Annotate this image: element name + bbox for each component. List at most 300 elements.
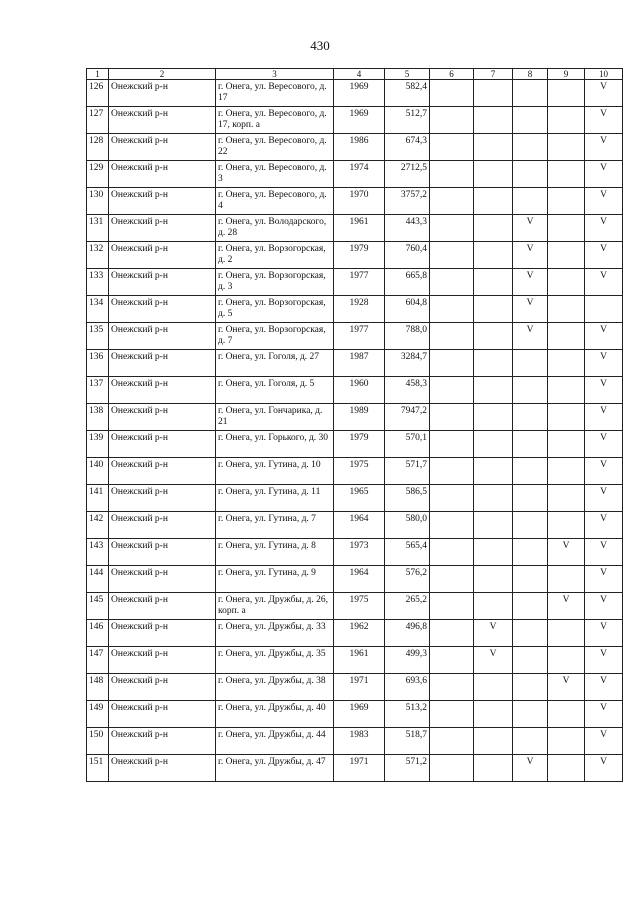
area-cell: 788,0 [385,323,430,350]
district-cell: Онежский р-н [109,215,216,242]
year-cell: 1989 [334,404,385,431]
table-row [87,485,623,512]
mark-cell-7 [474,512,513,539]
table-row [87,242,623,269]
mark-cell-9 [548,188,585,215]
area-cell: 265,2 [385,593,430,620]
mark-cell-6 [430,269,474,296]
year-cell: 1987 [334,350,385,377]
mark-cell-7 [474,161,513,188]
column-header: 5 [385,69,430,80]
area-cell: 604,8 [385,296,430,323]
year-cell: 1977 [334,323,385,350]
district-cell: Онежский р-н [109,647,216,674]
area-cell: 3757,2 [385,188,430,215]
row-number-cell: 147 [87,647,109,674]
mark-cell-10: V [585,539,623,566]
mark-cell-6 [430,80,474,107]
area-cell: 586,5 [385,485,430,512]
row-number-cell: 149 [87,701,109,728]
mark-cell-8: V [513,215,548,242]
mark-cell-7 [474,242,513,269]
row-number-cell: 134 [87,296,109,323]
row-number-cell: 148 [87,674,109,701]
mark-cell-10: V [585,674,623,701]
mark-cell-9 [548,755,585,782]
area-cell: 674,3 [385,134,430,161]
mark-cell-6 [430,674,474,701]
mark-cell-6 [430,512,474,539]
mark-cell-6 [430,620,474,647]
table-row [87,215,623,242]
table-row [87,188,623,215]
mark-cell-7 [474,215,513,242]
address-cell: г. Онега, ул. Ворзогорская, д. 2 [216,242,334,269]
mark-cell-10: V [585,566,623,593]
address-cell: г. Онега, ул. Вересового, д. 3 [216,161,334,188]
mark-cell-6 [430,404,474,431]
district-cell: Онежский р-н [109,80,216,107]
mark-cell-9 [548,134,585,161]
mark-cell-8 [513,134,548,161]
address-cell: г. Онега, ул. Дружбы, д. 38 [216,674,334,701]
table-row [87,134,623,161]
row-number-cell: 130 [87,188,109,215]
mark-cell-6 [430,647,474,674]
area-cell: 571,7 [385,458,430,485]
row-number-cell: 138 [87,404,109,431]
district-cell: Онежский р-н [109,539,216,566]
table-row [87,80,623,107]
column-header: 4 [334,69,385,80]
mark-cell-7 [474,755,513,782]
mark-cell-10: V [585,701,623,728]
table-row [87,431,623,458]
mark-cell-6 [430,296,474,323]
district-cell: Онежский р-н [109,350,216,377]
mark-cell-6 [430,458,474,485]
district-cell: Онежский р-н [109,566,216,593]
district-cell: Онежский р-н [109,161,216,188]
column-header: 1 [87,69,109,80]
table-row [87,296,623,323]
year-cell: 1983 [334,728,385,755]
table-row [87,323,623,350]
mark-cell-7 [474,674,513,701]
mark-cell-10: V [585,242,623,269]
mark-cell-9 [548,269,585,296]
mark-cell-10: V [585,755,623,782]
mark-cell-6 [430,593,474,620]
row-number-cell: 139 [87,431,109,458]
table-row [87,593,623,620]
district-cell: Онежский р-н [109,593,216,620]
table-row [87,350,623,377]
mark-cell-9 [548,242,585,269]
area-cell: 580,0 [385,512,430,539]
area-cell: 458,3 [385,377,430,404]
table-row [87,674,623,701]
address-cell: г. Онега, ул. Ворзогорская, д. 7 [216,323,334,350]
year-cell: 1975 [334,458,385,485]
mark-cell-7 [474,107,513,134]
district-cell: Онежский р-н [109,107,216,134]
table-row [87,701,623,728]
column-header: 7 [474,69,513,80]
year-cell: 1961 [334,647,385,674]
column-header: 8 [513,69,548,80]
district-cell: Онежский р-н [109,296,216,323]
mark-cell-10: V [585,593,623,620]
mark-cell-9 [548,620,585,647]
column-number-row [87,69,623,80]
mark-cell-7 [474,728,513,755]
mark-cell-6 [430,566,474,593]
mark-cell-10: V [585,431,623,458]
year-cell: 1971 [334,755,385,782]
district-cell: Онежский р-н [109,620,216,647]
table-row [87,377,623,404]
mark-cell-7 [474,296,513,323]
year-cell: 1965 [334,485,385,512]
column-header: 10 [585,69,623,80]
mark-cell-6 [430,215,474,242]
table-row [87,566,623,593]
mark-cell-6 [430,701,474,728]
area-cell: 518,7 [385,728,430,755]
year-cell: 1969 [334,701,385,728]
mark-cell-7 [474,377,513,404]
address-cell: г. Онега, ул. Ворзогорская, д. 5 [216,296,334,323]
mark-cell-8 [513,647,548,674]
mark-cell-8: V [513,323,548,350]
area-cell: 3284,7 [385,350,430,377]
row-number-cell: 136 [87,350,109,377]
district-cell: Онежский р-н [109,404,216,431]
mark-cell-8 [513,620,548,647]
row-number-cell: 146 [87,620,109,647]
mark-cell-10: V [585,485,623,512]
row-number-cell: 131 [87,215,109,242]
mark-cell-9 [548,296,585,323]
district-cell: Онежский р-н [109,755,216,782]
row-number-cell: 126 [87,80,109,107]
year-cell: 1979 [334,431,385,458]
mark-cell-8 [513,701,548,728]
year-cell: 1969 [334,107,385,134]
mark-cell-9 [548,647,585,674]
table-row [87,755,623,782]
table-row [87,161,623,188]
registry-body [87,80,623,782]
district-cell: Онежский р-н [109,728,216,755]
mark-cell-10: V [585,377,623,404]
row-number-cell: 150 [87,728,109,755]
mark-cell-7 [474,431,513,458]
mark-cell-8 [513,566,548,593]
address-cell: г. Онега, ул. Горького, д. 30 [216,431,334,458]
year-cell: 1969 [334,80,385,107]
district-cell: Онежский р-н [109,431,216,458]
address-cell: г. Онега, ул. Гутина, д. 10 [216,458,334,485]
mark-cell-9: V [548,539,585,566]
mark-cell-10: V [585,134,623,161]
address-cell: г. Онега, ул. Дружбы, д. 40 [216,701,334,728]
mark-cell-9 [548,107,585,134]
mark-cell-9 [548,161,585,188]
year-cell: 1964 [334,566,385,593]
mark-cell-7: V [474,620,513,647]
mark-cell-7 [474,350,513,377]
mark-cell-10: V [585,107,623,134]
area-cell: 2712,5 [385,161,430,188]
area-cell: 443,3 [385,215,430,242]
mark-cell-10: V [585,728,623,755]
mark-cell-6 [430,161,474,188]
mark-cell-10: V [585,161,623,188]
mark-cell-10: V [585,350,623,377]
mark-cell-10: V [585,188,623,215]
year-cell: 1977 [334,269,385,296]
page-number: 430 [310,38,330,53]
column-header: 9 [548,69,585,80]
mark-cell-6 [430,242,474,269]
mark-cell-7 [474,269,513,296]
mark-cell-6 [430,755,474,782]
mark-cell-7: V [474,647,513,674]
table-row [87,269,623,296]
mark-cell-9 [548,215,585,242]
year-cell: 1970 [334,188,385,215]
district-cell: Онежский р-н [109,458,216,485]
address-cell: г. Онега, ул. Ворзогорская, д. 3 [216,269,334,296]
address-cell: г. Онега, ул. Гутина, д. 7 [216,512,334,539]
row-number-cell: 144 [87,566,109,593]
mark-cell-6 [430,728,474,755]
year-cell: 1964 [334,512,385,539]
mark-cell-7 [474,485,513,512]
row-number-cell: 127 [87,107,109,134]
row-number-cell: 141 [87,485,109,512]
mark-cell-9 [548,485,585,512]
year-cell: 1973 [334,539,385,566]
address-cell: г. Онега, ул. Дружбы, д. 26, корп. а [216,593,334,620]
column-header: 6 [430,69,474,80]
mark-cell-8 [513,539,548,566]
area-cell: 565,4 [385,539,430,566]
address-cell: г. Онега, ул. Вересового, д. 17, корп. а [216,107,334,134]
mark-cell-7 [474,80,513,107]
mark-cell-10: V [585,647,623,674]
area-cell: 582,4 [385,80,430,107]
mark-cell-8 [513,161,548,188]
area-cell: 513,2 [385,701,430,728]
row-number-cell: 140 [87,458,109,485]
year-cell: 1962 [334,620,385,647]
year-cell: 1986 [334,134,385,161]
address-cell: г. Онега, ул. Вересового, д. 17 [216,80,334,107]
year-cell: 1979 [334,242,385,269]
row-number-cell: 129 [87,161,109,188]
table-row [87,647,623,674]
mark-cell-10: V [585,404,623,431]
column-header: 3 [216,69,334,80]
district-cell: Онежский р-н [109,269,216,296]
mark-cell-9 [548,512,585,539]
address-cell: г. Онега, ул. Вересового, д. 22 [216,134,334,161]
area-cell: 576,2 [385,566,430,593]
table-row [87,620,623,647]
mark-cell-8 [513,188,548,215]
address-cell: г. Онега, ул. Дружбы, д. 35 [216,647,334,674]
address-cell: г. Онега, ул. Гоголя, д. 27 [216,350,334,377]
mark-cell-10: V [585,80,623,107]
mark-cell-6 [430,188,474,215]
column-header: 2 [109,69,216,80]
mark-cell-8 [513,485,548,512]
mark-cell-6 [430,539,474,566]
mark-cell-10: V [585,512,623,539]
mark-cell-9 [548,323,585,350]
mark-cell-7 [474,188,513,215]
mark-cell-8 [513,593,548,620]
mark-cell-7 [474,593,513,620]
mark-cell-8 [513,107,548,134]
mark-cell-8: V [513,269,548,296]
mark-cell-8 [513,377,548,404]
mark-cell-9 [548,377,585,404]
mark-cell-6 [430,323,474,350]
district-cell: Онежский р-н [109,188,216,215]
mark-cell-8: V [513,755,548,782]
area-cell: 512,7 [385,107,430,134]
table-row [87,404,623,431]
mark-cell-9: V [548,674,585,701]
mark-cell-6 [430,377,474,404]
table-row [87,458,623,485]
mark-cell-8 [513,512,548,539]
mark-cell-6 [430,431,474,458]
district-cell: Онежский р-н [109,674,216,701]
area-cell: 570,1 [385,431,430,458]
row-number-cell: 143 [87,539,109,566]
mark-cell-9 [548,431,585,458]
year-cell: 1974 [334,161,385,188]
year-cell: 1961 [334,215,385,242]
table-row [87,107,623,134]
mark-cell-8 [513,80,548,107]
mark-cell-10: V [585,215,623,242]
address-cell: г. Онега, ул. Гутина, д. 11 [216,485,334,512]
mark-cell-8 [513,404,548,431]
district-cell: Онежский р-н [109,323,216,350]
address-cell: г. Онега, ул. Володарского, д. 28 [216,215,334,242]
mark-cell-6 [430,107,474,134]
mark-cell-7 [474,701,513,728]
address-cell: г. Онега, ул. Гутина, д. 8 [216,539,334,566]
area-cell: 571,2 [385,755,430,782]
table-row [87,512,623,539]
mark-cell-9: V [548,593,585,620]
row-number-cell: 132 [87,242,109,269]
area-cell: 693,6 [385,674,430,701]
table-row [87,539,623,566]
district-cell: Онежский р-н [109,134,216,161]
mark-cell-6 [430,134,474,161]
year-cell: 1960 [334,377,385,404]
row-number-cell: 142 [87,512,109,539]
mark-cell-10: V [585,269,623,296]
mark-cell-7 [474,404,513,431]
year-cell: 1928 [334,296,385,323]
address-cell: г. Онега, ул. Дружбы, д. 33 [216,620,334,647]
area-cell: 499,3 [385,647,430,674]
district-cell: Онежский р-н [109,242,216,269]
mark-cell-8 [513,728,548,755]
address-cell: г. Онега, ул. Гончарика, д. 21 [216,404,334,431]
area-cell: 496,8 [385,620,430,647]
row-number-cell: 151 [87,755,109,782]
district-cell: Онежский р-н [109,377,216,404]
mark-cell-8: V [513,242,548,269]
mark-cell-9 [548,701,585,728]
mark-cell-7 [474,323,513,350]
mark-cell-9 [548,566,585,593]
mark-cell-9 [548,80,585,107]
mark-cell-9 [548,404,585,431]
area-cell: 7947,2 [385,404,430,431]
mark-cell-8 [513,350,548,377]
district-cell: Онежский р-н [109,701,216,728]
address-cell: г. Онега, ул. Гоголя, д. 5 [216,377,334,404]
row-number-cell: 133 [87,269,109,296]
district-cell: Онежский р-н [109,512,216,539]
mark-cell-10: V [585,620,623,647]
row-number-cell: 145 [87,593,109,620]
year-cell: 1971 [334,674,385,701]
mark-cell-7 [474,134,513,161]
address-cell: г. Онега, ул. Дружбы, д. 44 [216,728,334,755]
year-cell: 1975 [334,593,385,620]
mark-cell-9 [548,458,585,485]
mark-cell-7 [474,566,513,593]
mark-cell-9 [548,728,585,755]
mark-cell-8 [513,431,548,458]
registry-table [86,68,623,782]
address-cell: г. Онега, ул. Дружбы, д. 47 [216,755,334,782]
mark-cell-8: V [513,296,548,323]
mark-cell-10: V [585,458,623,485]
mark-cell-7 [474,458,513,485]
mark-cell-8 [513,458,548,485]
mark-cell-8 [513,674,548,701]
row-number-cell: 137 [87,377,109,404]
mark-cell-6 [430,485,474,512]
table-row [87,728,623,755]
area-cell: 760,4 [385,242,430,269]
district-cell: Онежский р-н [109,485,216,512]
address-cell: г. Онега, ул. Гутина, д. 9 [216,566,334,593]
mark-cell-10: V [585,323,623,350]
mark-cell-10 [585,296,623,323]
row-number-cell: 128 [87,134,109,161]
area-cell: 665,8 [385,269,430,296]
address-cell: г. Онега, ул. Вересового, д. 4 [216,188,334,215]
mark-cell-6 [430,350,474,377]
mark-cell-9 [548,350,585,377]
mark-cell-7 [474,539,513,566]
row-number-cell: 135 [87,323,109,350]
